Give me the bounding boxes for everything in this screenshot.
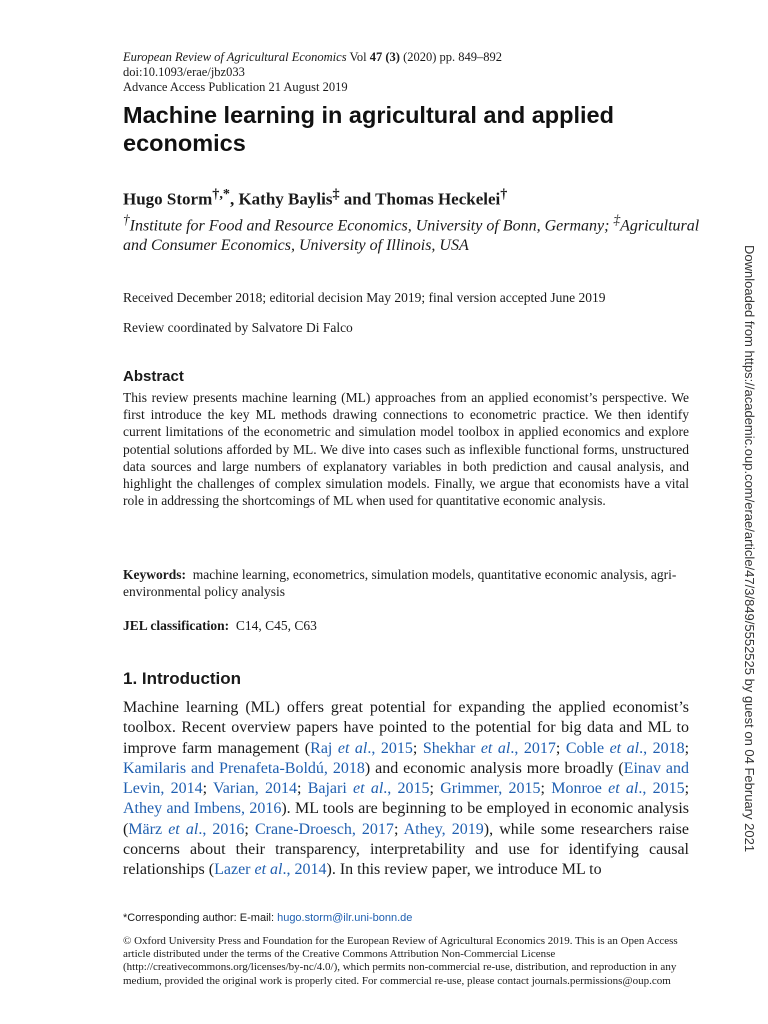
- corresponding-author-footnote: [123, 912, 412, 924]
- author-list: [123, 184, 507, 210]
- email-link[interactable]: hugo.storm@ilr.uni-bonn.de: [277, 912, 413, 924]
- citation-link[interactable]: Shekhar et al., 2017: [422, 739, 556, 757]
- citation-link[interactable]: Lazer et al., 2014: [214, 861, 327, 879]
- separator: ;: [429, 780, 441, 798]
- citation-link[interactable]: Varian, 2014: [212, 780, 297, 798]
- citation-link[interactable]: Monroe et al., 2015: [551, 780, 685, 798]
- affiliation-bonn: Institute for Food and Resource Economics, University of Bonn, Germany;: [129, 217, 614, 235]
- download-watermark: [742, 245, 762, 1005]
- citation-link[interactable]: Athey, 2019: [403, 820, 484, 838]
- body-text: ), while some researchers raise concerns about their transparency, interpretability and use for identifying causal relationships (: [123, 820, 690, 879]
- affiliation-illinois: Agricultural and Consumer Economics, University of Illinois, USA: [123, 217, 700, 255]
- body-text: ). ML tools are beginning to be employed in economic analysis (: [123, 800, 689, 838]
- separator: ;: [393, 820, 404, 838]
- jel-classification: [123, 617, 317, 634]
- citation-link[interactable]: Kamilaris and Prenafeta-Boldú, 2018: [123, 759, 365, 777]
- separator: ;: [202, 780, 213, 798]
- citation-link[interactable]: Crane-Droesch, 2017: [254, 820, 394, 838]
- year-pages: (2020) pp. 849–892: [399, 50, 503, 64]
- citation-link[interactable]: Coble et al., 2018: [565, 739, 685, 757]
- introduction-text: [123, 698, 689, 881]
- keywords-label: Keywords:: [123, 567, 186, 582]
- review-coordinator: Review coordinated by Salvatore Di Falco: [123, 320, 353, 335]
- separator: ;: [412, 739, 423, 757]
- author-mark: †,*: [212, 186, 230, 202]
- volume: 47: [369, 50, 383, 64]
- separator: ;: [555, 739, 566, 757]
- introduction-heading: 1. Introduction: [123, 669, 242, 688]
- vol-prefix: Vol: [346, 50, 370, 64]
- journal-name: European Review of Agricultural Economics: [123, 50, 347, 64]
- author-name: Thomas Heckelei: [375, 189, 501, 209]
- keywords: [123, 566, 689, 600]
- citation-link[interactable]: März et al., 2016: [128, 820, 245, 838]
- download-notice: Downloaded from https://academic.oup.com/erae/article/47/3/849/5552525 by guest on 04 February 2021: [742, 245, 757, 853]
- author-mark: ‡: [332, 186, 340, 202]
- body-text: ) and economic analysis more broadly (: [364, 759, 624, 777]
- author-mark: †: [500, 186, 508, 202]
- body-text: ). In this review paper, we introduce ML to: [326, 861, 602, 879]
- separator: ;: [244, 820, 255, 838]
- advance-access: Advance Access Publication 21 August 2019: [123, 80, 348, 94]
- jel-codes: C14, C45, C63: [235, 618, 317, 633]
- submission-dates: Received December 2018; editorial decision May 2019; final version accepted June 2019: [123, 290, 606, 305]
- paper-title: Machine learning in agricultural and applied economics: [123, 102, 614, 156]
- abstract-text: This review presents machine learning (ML) approaches from an applied economist’s perspective. We first introduce the key ML methods drawing connections to econometric practice. We then identify current limitations of the econometric and simulation model toolbox in applied economics and explore potential solutions afforded by ML. We dive into cases such as inflexible functional forms, unstructured data sources and large numbers of explanatory variables in both prediction and causal analysis, and highlight the challenges of complex simulation models. Finally, we argue that economists have a vital role in addressing the shortcomings of ML when used for quantitative economic analysis.: [123, 390, 689, 509]
- author-name: Hugo Storm: [123, 189, 213, 209]
- journal-citation: [123, 50, 502, 65]
- author-separator: ,: [229, 189, 239, 209]
- doi: doi:10.1093/erae/jbz033: [123, 65, 245, 79]
- citation-link[interactable]: Raj et al., 2015: [310, 739, 413, 757]
- affiliation-mark: ‡: [613, 212, 621, 227]
- separator: ;: [540, 780, 552, 798]
- affiliation-mark: †: [123, 212, 130, 227]
- affiliations: [123, 210, 703, 256]
- jel-label: JEL classification:: [123, 618, 230, 633]
- separator: ;: [684, 739, 690, 757]
- citation-link[interactable]: Bajari et al., 2015: [307, 780, 430, 798]
- citation-link[interactable]: Grimmer, 2015: [440, 780, 541, 798]
- journal-header: [123, 50, 502, 95]
- issue: (3): [385, 50, 400, 64]
- author-name: Kathy Baylis: [238, 189, 333, 209]
- citation-link[interactable]: Athey and Imbens, 2016: [123, 800, 282, 818]
- separator: ;: [297, 780, 308, 798]
- footnote-label: *Corresponding author: E-mail:: [123, 912, 278, 924]
- citation-link[interactable]: Einav and Levin, 2014: [123, 759, 690, 798]
- keywords-text: machine learning, econometrics, simulation models, quantitative economic analysis, agri-environmental policy analysis: [123, 567, 677, 599]
- body-text: Machine learning (ML) offers great potential for expanding the applied economist’s toolbox. Recent overview papers have pointed to the potential for big data and ML to improve farm management (: [123, 699, 689, 757]
- author-separator: and: [339, 189, 376, 209]
- abstract-heading: Abstract: [123, 368, 184, 385]
- copyright-notice: © Oxford University Press and Foundation for the European Review of Agricultural Economics 2019. This is an Open Access article distributed under the terms of the Creative Commons Attribution Non-Commercial License (http://creativecommons.org/licenses/by-nc/4.0/), which permits non-commercial re-use, distribution, and reproduction in any medium, provided the original work is properly cited. For commercial re-use, please contact journals.permissions@oup.com: [123, 935, 678, 987]
- separator: ;: [684, 780, 690, 798]
